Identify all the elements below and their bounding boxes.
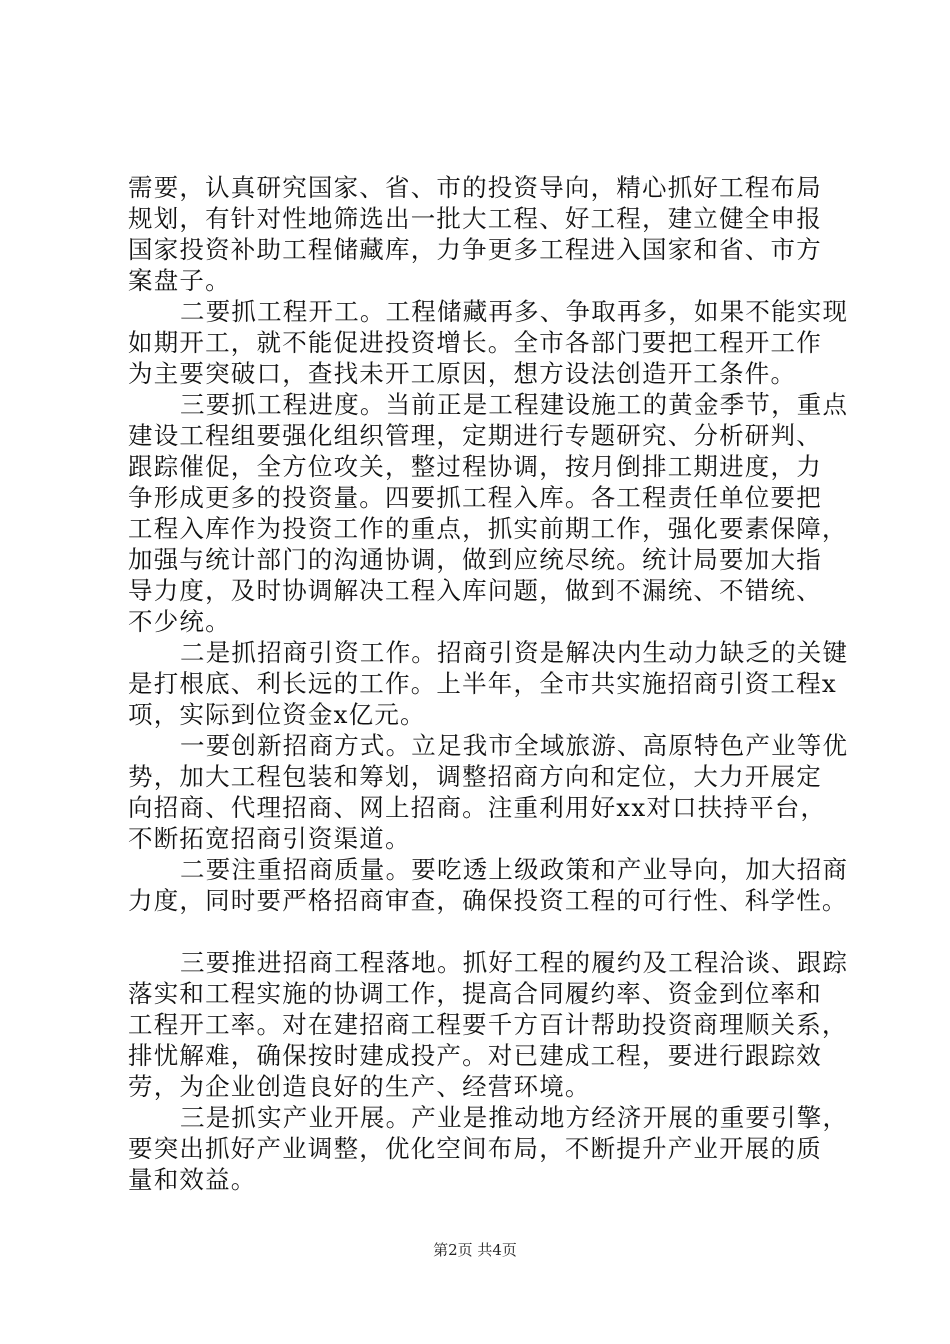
- paragraph-start: 二是抓招商引资工作。招商引资是解决内生动力缺乏的关键: [180, 638, 849, 667]
- paragraph-gap: [128, 916, 840, 947]
- text-line: 工程开工率。对在建招商工程要千方百计帮助投资商理顺关系，: [128, 1010, 848, 1039]
- text-line: 争形成更多的投资量。四要抓工程入库。各工程责任单位要把: [128, 483, 822, 512]
- text-line: 力度，同时要严格招商审查，确保投资工程的可行性、科学性。: [128, 886, 848, 915]
- paragraph-start: 三要推进招商工程落地。抓好工程的履约及工程洽谈、跟踪: [180, 948, 849, 977]
- text-line: 案盘子。: [128, 266, 231, 295]
- text-line: 排忧解难，确保按时建成投产。对已建成工程，要进行跟踪效: [128, 1041, 822, 1070]
- paragraph-start: 二要抓工程开工。工程储藏再多、争取再多，如果不能实现: [180, 297, 849, 326]
- text-line: 导力度，及时协调解决工程入库问题，做到不漏统、不错统、: [128, 576, 822, 605]
- text-line: 项，实际到位资金x亿元。: [128, 700, 426, 729]
- text-line: 落实和工程实施的协调工作，提高合同履约率、资金到位率和: [128, 979, 822, 1008]
- text-line: 要突出抓好产业调整，优化空间布局，不断提升产业开展的质: [128, 1134, 822, 1163]
- paragraph-start: 二要注重招商质量。要吃透上级政策和产业导向，加大招商: [180, 855, 849, 884]
- text-line: 是打根底、利长远的工作。上半年，全市共实施招商引资工程x: [128, 669, 837, 698]
- text-line: 如期开工，就不能促进投资增长。全市各部门要把工程开工作: [128, 328, 822, 357]
- paragraph-start: 三要抓工程进度。当前正是工程建设施工的黄金季节，重点: [180, 390, 849, 419]
- text-line: 势，加大工程包装和筹划，调整招商方向和定位，大力开展定: [128, 762, 822, 791]
- text-line: 劳，为企业创造良好的生产、经营环境。: [128, 1072, 591, 1101]
- text-line: 加强与统计部门的沟通协调，做到应统尽统。统计局要加大指: [128, 545, 822, 574]
- text-line: 建设工程组要强化组织管理，定期进行专题研究、分析研判、: [128, 421, 822, 450]
- text-line: 工程入库作为投资工作的重点，抓实前期工作，强化要素保障，: [128, 514, 848, 543]
- text-line: 为主要突破口，查找未开工原因，想方设法创造开工条件。: [128, 359, 797, 388]
- text-line: 跟踪催促，全方位攻关，整过程协调，按月倒排工期进度，力: [128, 452, 822, 481]
- text-line: 不断拓宽招商引资渠道。: [128, 824, 411, 853]
- body-text: [128, 172, 849, 1195]
- paragraph-start: 一要创新招商方式。立足我市全域旅游、高原特色产业等优: [180, 731, 849, 760]
- page-footer: 第2页 共4页: [433, 1241, 517, 1259]
- text-line: 需要，认真研究国家、省、市的投资导向，精心抓好工程布局: [128, 173, 822, 202]
- text-line: 不少统。: [128, 607, 231, 636]
- text-line: 量和效益。: [128, 1165, 257, 1194]
- text-line: 向招商、代理招商、网上招商。注重利用好xx对口扶持平台，: [128, 793, 827, 822]
- text-line: 规划，有针对性地筛选出一批大工程、好工程，建立健全申报: [128, 204, 822, 233]
- text-line: 国家投资补助工程储藏库，力争更多工程进入国家和省、市方: [128, 235, 822, 264]
- paragraph-start: 三是抓实产业开展。产业是推动地方经济开展的重要引擎，: [180, 1103, 849, 1132]
